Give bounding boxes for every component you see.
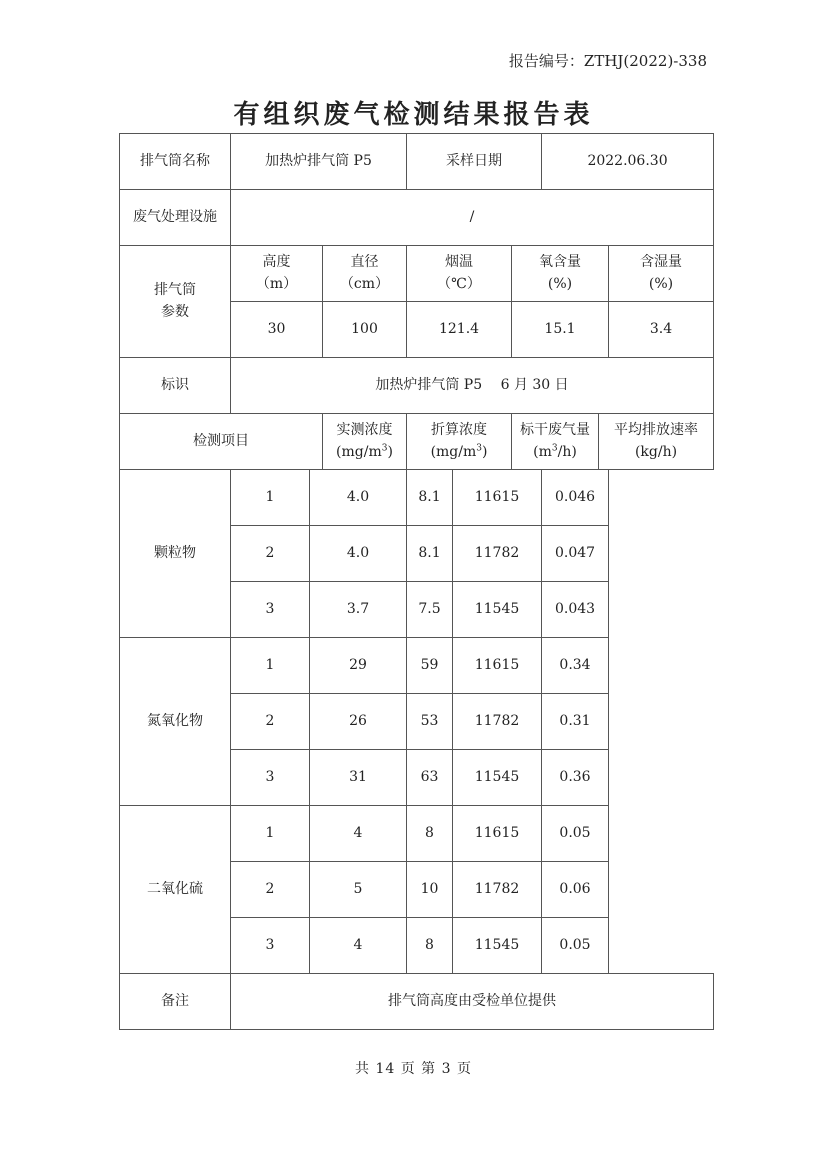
- emission-rate-cell: 0.043: [542, 582, 609, 638]
- col-header-unit: $(m^3/h)$: [533, 442, 577, 460]
- flow-cell: 11545: [453, 750, 542, 806]
- sample-no-cell: 1: [231, 806, 310, 862]
- flow-cell: 11545: [453, 582, 542, 638]
- param-header-label: 含湿量: [640, 253, 683, 270]
- emission-rate-header: [599, 414, 714, 470]
- stack-name-label: 排气筒名称: [120, 134, 231, 190]
- table-row: [120, 806, 714, 862]
- sample-no-cell: 3: [231, 750, 310, 806]
- param-header-label: 氧含量: [539, 253, 582, 270]
- measured-conc-cell: 26: [310, 694, 407, 750]
- param-header-oxygen: [512, 246, 609, 302]
- measured-conc-cell: 29: [310, 638, 407, 694]
- remark-row: [120, 974, 714, 1030]
- measured-conc-header: [323, 414, 407, 470]
- emission-rate-cell: 0.05: [542, 918, 609, 974]
- flow-cell: 11782: [453, 694, 542, 750]
- sample-date-label: 采样日期: [407, 134, 542, 190]
- param-value-height: 30: [231, 302, 323, 358]
- flow-cell: 11782: [453, 526, 542, 582]
- measured-conc-cell: 4.0: [310, 526, 407, 582]
- converted-conc-cell: 63: [407, 750, 453, 806]
- flow-cell: 11782: [453, 862, 542, 918]
- flow-cell: 11615: [453, 470, 542, 526]
- params-label-line2: 参数: [161, 303, 189, 320]
- stack-info-row: [120, 134, 714, 190]
- treatment-label: 废气处理设施: [120, 190, 231, 246]
- results-header-row: [120, 414, 714, 470]
- param-header-moisture: [609, 246, 714, 302]
- treatment-row: [120, 190, 714, 246]
- pollutant-name: 二氧化硫: [120, 806, 231, 974]
- emission-rate-cell: 0.36: [542, 750, 609, 806]
- converted-conc-cell: 8: [407, 806, 453, 862]
- measured-conc-cell: 4: [310, 806, 407, 862]
- flow-cell: 11615: [453, 806, 542, 862]
- col-header-label: 实测浓度: [336, 421, 393, 438]
- table-row: [120, 470, 714, 526]
- param-value-moisture: 3.4: [609, 302, 714, 358]
- converted-conc-cell: 8.1: [407, 526, 453, 582]
- sample-no-cell: 2: [231, 862, 310, 918]
- param-header-temperature: [407, 246, 512, 302]
- emission-rate-cell: 0.31: [542, 694, 609, 750]
- report-number: 报告编号：ZTHJ(2022)-338: [508, 52, 707, 70]
- param-header-height: [231, 246, 323, 302]
- flow-cell: 11615: [453, 638, 542, 694]
- sample-date-value: 2022.06.30: [542, 134, 714, 190]
- param-header-unit: (%): [547, 275, 573, 292]
- page-footer: 共 14 页 第 3 页: [355, 1061, 472, 1077]
- item-header: 检测项目: [120, 414, 323, 470]
- converted-conc-cell: 8.1: [407, 470, 453, 526]
- remark-value: 排气筒高度由受检单位提供: [231, 974, 714, 1030]
- col-header-label: 平均排放速率: [614, 421, 699, 438]
- param-header-unit: （cm）: [339, 275, 390, 292]
- converted-conc-cell: 8: [407, 918, 453, 974]
- mark-label: 标识: [120, 358, 231, 414]
- converted-conc-header: [407, 414, 512, 470]
- params-label-line1: 排气筒: [154, 281, 196, 298]
- converted-conc-cell: 7.5: [407, 582, 453, 638]
- measured-conc-cell: 5: [310, 862, 407, 918]
- remark-label: 备注: [120, 974, 231, 1030]
- col-header-unit: (kg/h): [634, 443, 678, 460]
- table-row: [120, 638, 714, 694]
- measured-conc-cell: 4.0: [310, 470, 407, 526]
- measured-conc-cell: 4: [310, 918, 407, 974]
- converted-conc-cell: 59: [407, 638, 453, 694]
- sample-no-cell: 3: [231, 918, 310, 974]
- emission-rate-cell: 0.05: [542, 806, 609, 862]
- mark-value: 加热炉排气筒 P5 6 月 30 日: [231, 358, 714, 414]
- stack-name-value: 加热炉排气筒 P5: [231, 134, 407, 190]
- emission-rate-cell: 0.06: [542, 862, 609, 918]
- param-header-label: 烟温: [445, 253, 474, 270]
- results-table: [119, 133, 714, 1030]
- sample-no-cell: 1: [231, 470, 310, 526]
- document-title: 有组织废气检测结果报告表: [233, 100, 594, 130]
- pollutant-name: 氮氧化物: [120, 638, 231, 806]
- params-label: [120, 246, 231, 358]
- mark-row: [120, 358, 714, 414]
- flow-header: [512, 414, 599, 470]
- measured-conc-cell: 31: [310, 750, 407, 806]
- param-header-diameter: [323, 246, 407, 302]
- pollutant-rows: [120, 470, 714, 974]
- flow-cell: 11545: [453, 918, 542, 974]
- param-header-label: 高度: [262, 253, 291, 270]
- param-value-oxygen: 15.1: [512, 302, 609, 358]
- param-header-label: 直径: [350, 253, 379, 270]
- param-header-unit: （℃）: [437, 275, 481, 292]
- param-value-diameter: 100: [323, 302, 407, 358]
- param-header-unit: （m）: [255, 275, 298, 292]
- param-value-temperature: 121.4: [407, 302, 512, 358]
- emission-rate-cell: 0.34: [542, 638, 609, 694]
- sample-no-cell: 1: [231, 638, 310, 694]
- emission-rate-cell: 0.047: [542, 526, 609, 582]
- treatment-value: /: [231, 190, 714, 246]
- col-header-unit: $(mg/m^3)$: [336, 442, 393, 460]
- params-header-row: [120, 246, 714, 302]
- col-header-label: 折算浓度: [431, 421, 488, 438]
- converted-conc-cell: 10: [407, 862, 453, 918]
- col-header-label: 标干废气量: [520, 421, 591, 438]
- pollutant-name: 颗粒物: [120, 470, 231, 638]
- param-header-unit: (%): [648, 275, 674, 292]
- sample-no-cell: 2: [231, 526, 310, 582]
- sample-no-cell: 2: [231, 694, 310, 750]
- emission-rate-cell: 0.046: [542, 470, 609, 526]
- measured-conc-cell: 3.7: [310, 582, 407, 638]
- col-header-unit: $(mg/m^3)$: [430, 442, 488, 460]
- converted-conc-cell: 53: [407, 694, 453, 750]
- sample-no-cell: 3: [231, 582, 310, 638]
